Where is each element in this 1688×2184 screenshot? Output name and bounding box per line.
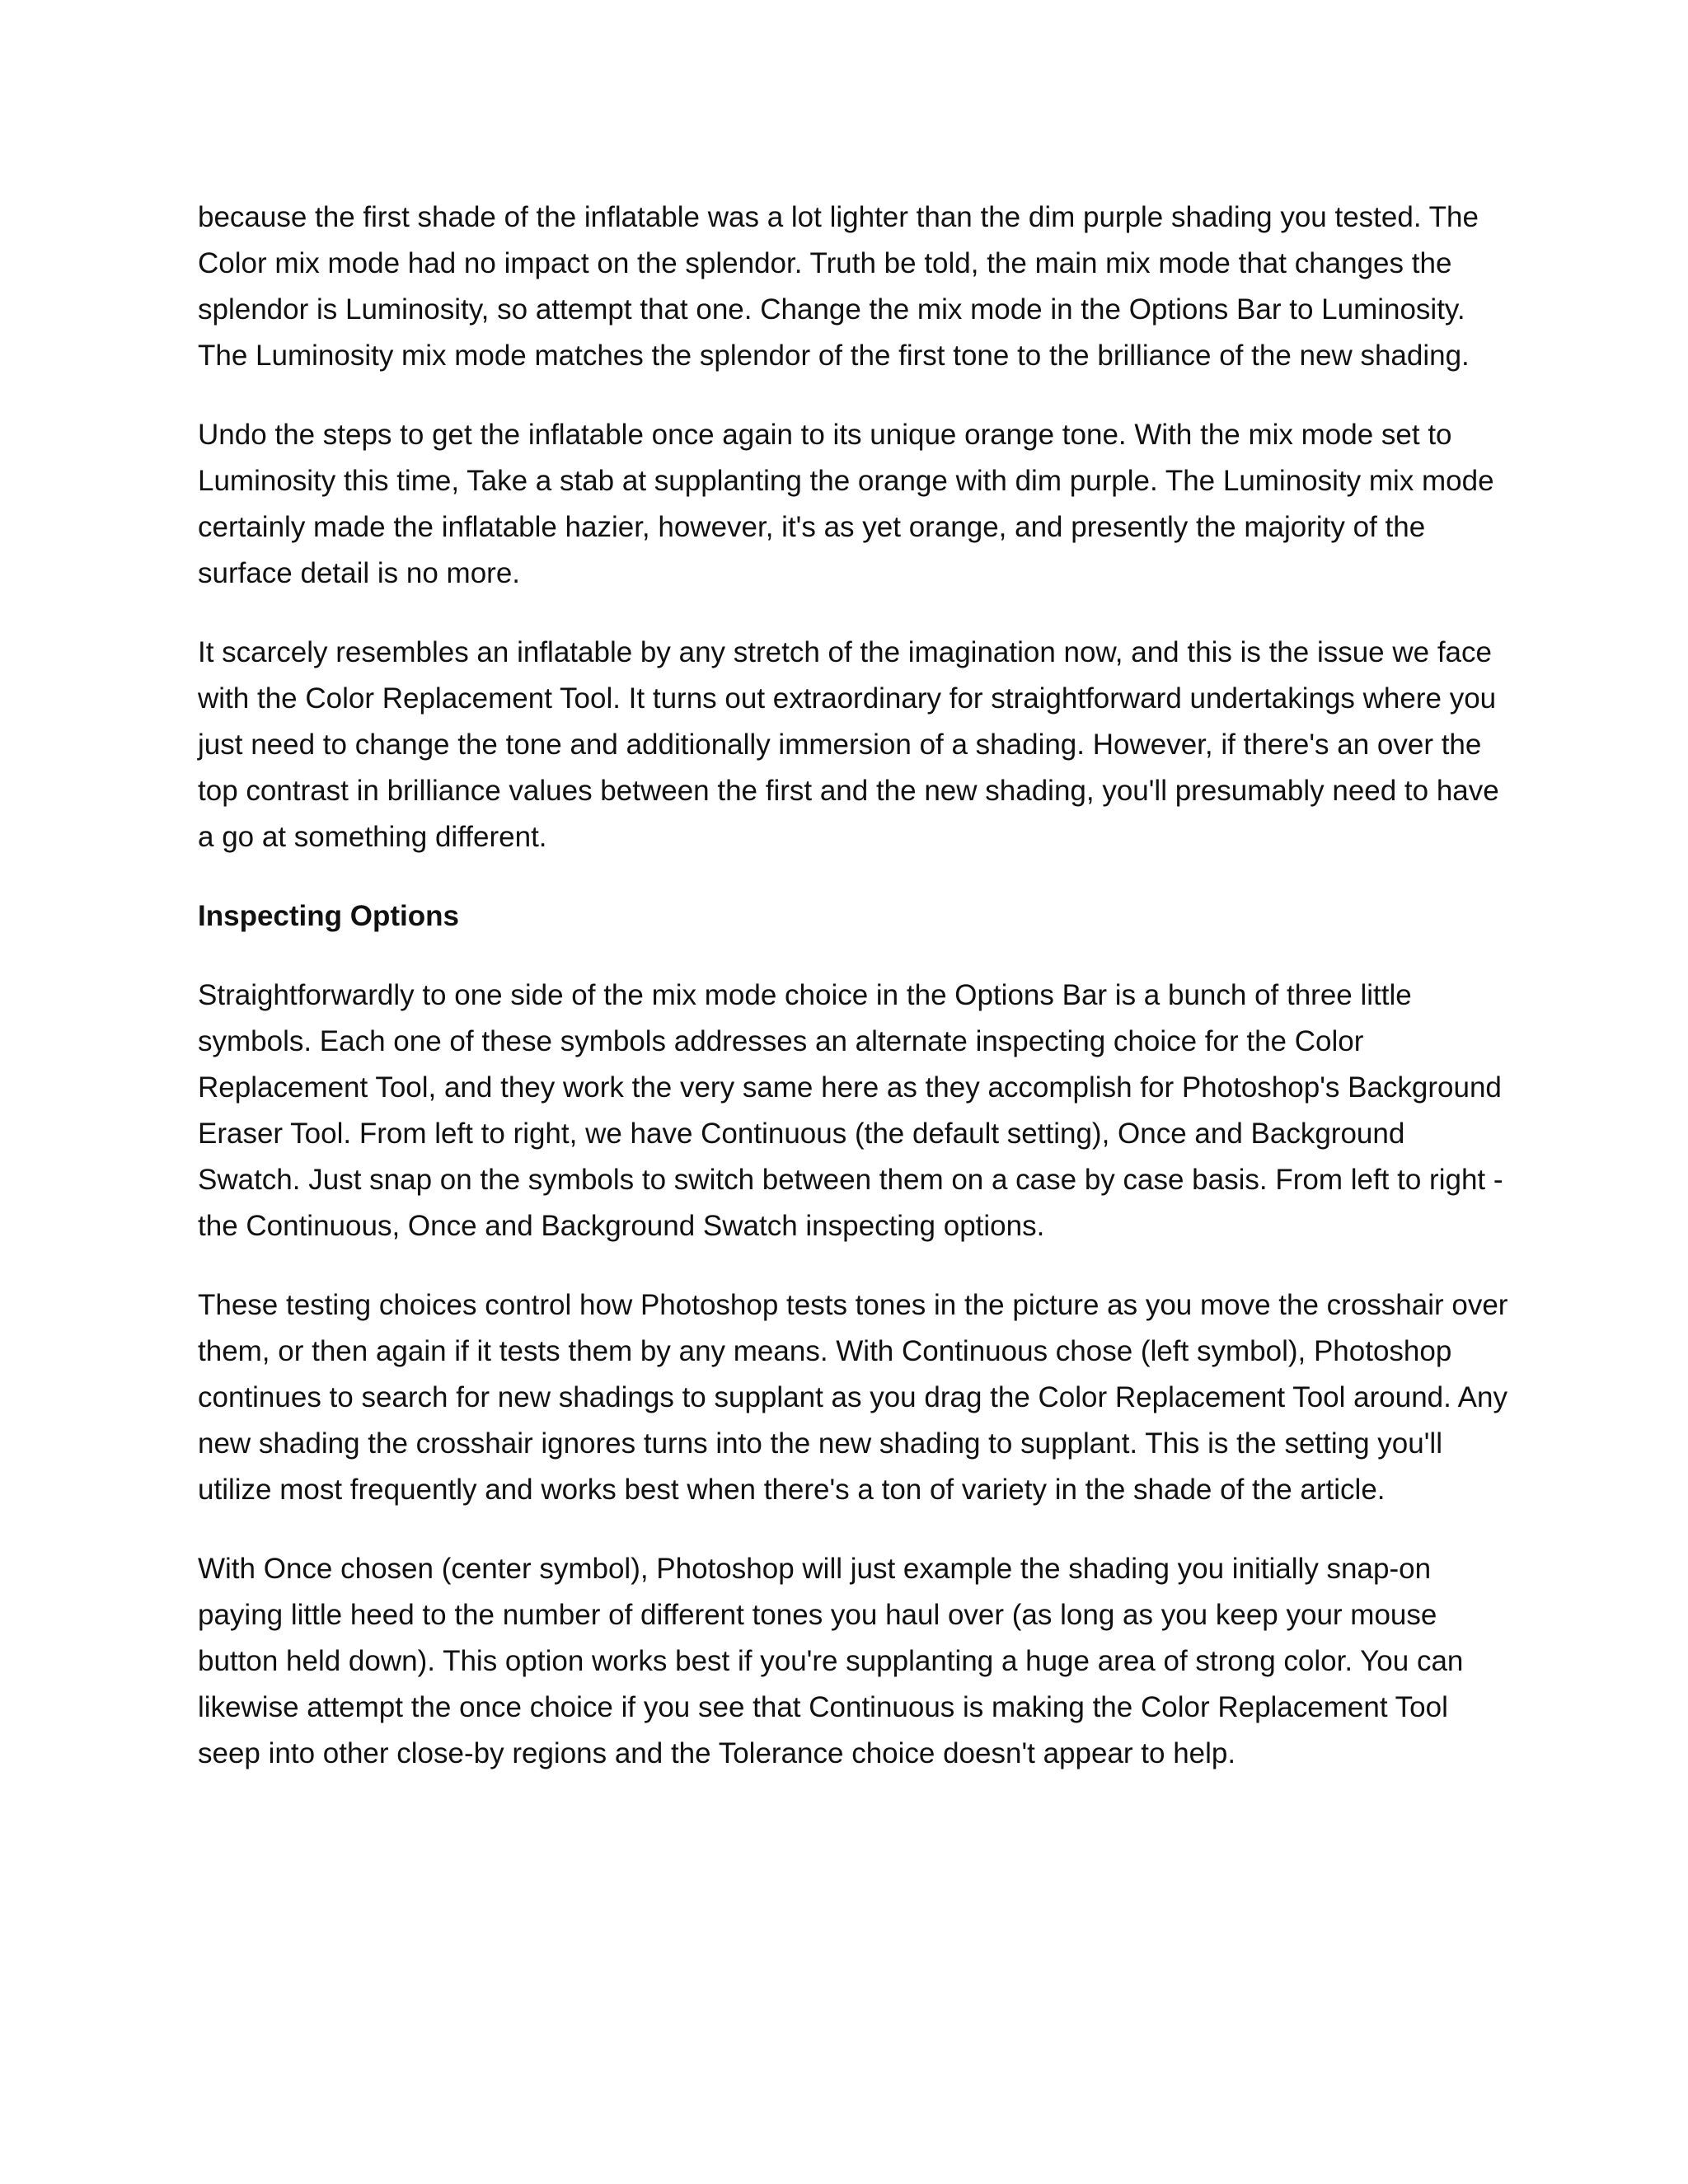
document-body <box>198 194 1508 1810</box>
paragraph-sampling-icons: Straightforwardly to one side of the mix mode choice in the Options Bar is a bunch of three little symbols. Each one of these symbols addresses an alternate inspecting choice for the Color Replacement Tool, and they work the very same here as they accomplish for Photoshop's Background Eraser Tool. From left to right, we have Continuous (the default setting), Once and Background Swatch. Just snap on the symbols to switch between them on a case by case basis. From left to right - the Continuous, Once and Background Swatch inspecting options. <box>198 979 1503 1242</box>
paragraph-blend-mode-brightness: because the first shade of the inflatable was a lot lighter than the dim purple shading you tested. The Color mix mode had no impact on the splendor. Truth be told, the main mix mode that changes the splendor is Luminosity, so attempt that one. Change the mix mode in the Options Bar to Luminosity. The Luminosity mix mode matches the splendor of the first tone to the brilliance of the new shading. <box>198 201 1479 372</box>
paragraph-color-replacement-issue: It scarcely resembles an inflatable by any stretch of the imagination now, and this is the issue we face with the Color Replacement Tool. It turns out extraordinary for straightforward undertakings where you just need to change the tone and additionally immersion of a shading. However, if there's an over the top contrast in brilliance values between the first and the new shading, you'll presumably need to have a go at something different. <box>198 636 1499 853</box>
paragraph-continuous-sampling: These testing choices control how Photoshop tests tones in the picture as you move the crosshair over them, or then again if it tests them by any means. With Continuous chose (left symbol), Photoshop continues to search for new shadings to supplant as you drag the Color Replacement Tool around. Any new shading the crosshair ignores turns into the new shading to supplant. This is the setting you'll utilize most frequently and works best when there's a ton of variety in the shade of the article. <box>198 1289 1508 1506</box>
paragraph-undo-steps: Undo the steps to get the inflatable once again to its unique orange tone. With the mix mode set to Luminosity this time, Take a stab at supplanting the orange with dim purple. The Luminosity mix mode certainly made the inflatable hazier, however, it's as yet orange, and presently the majority of the surface detail is no more. <box>198 419 1494 589</box>
section-heading: Inspecting Options <box>198 900 459 932</box>
paragraph-once-sampling: With Once chosen (center symbol), Photoshop will just example the shading you initially snap-on paying little heed to the number of different tones you haul over (as long as you keep your mouse button held down). This option works best if you're supplanting a huge area of strong color. You can likewise attempt the once choice if you see that Continuous is making the Color Replacement Tool seep into other close-by regions and the Tolerance choice doesn't appear to help. <box>198 1553 1464 1769</box>
